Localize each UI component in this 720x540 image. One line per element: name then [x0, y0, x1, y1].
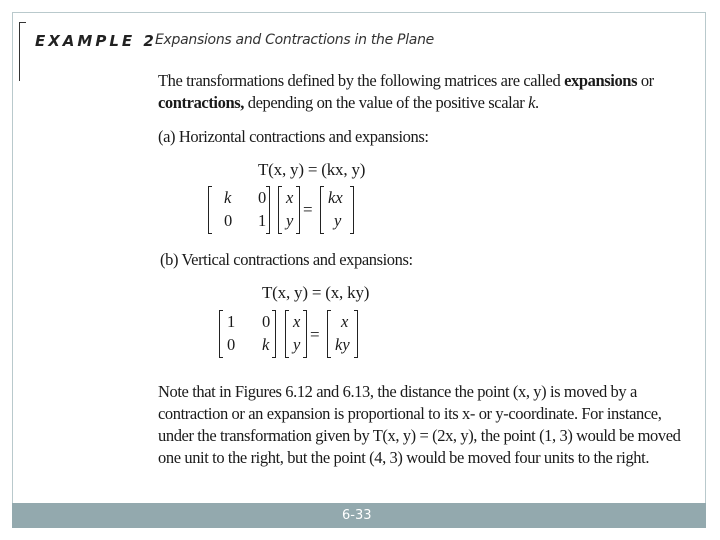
example-title: Expansions and Contractions in the Plane — [155, 32, 434, 48]
matrix-b-cell: 0 — [262, 312, 271, 331]
example-bracket — [19, 22, 26, 81]
matrix-b-cell: k — [262, 335, 270, 354]
intro-text-3: depending on the value of the positive scalar — [244, 93, 529, 112]
result-a-cell: y — [334, 211, 342, 230]
equals-sign-b: = — [310, 325, 320, 344]
intro-text-4: . — [535, 93, 539, 112]
vector-a-right-bracket — [296, 186, 300, 234]
equation-part-b: T(x, y) = (x, ky) — [262, 283, 370, 302]
matrix-b-left-bracket — [219, 310, 223, 358]
result-b-left-bracket — [327, 310, 331, 358]
intro-text-1: The transformations defined by the following matrices are called — [158, 71, 565, 90]
result-a-right-bracket — [350, 186, 354, 234]
matrix-b-cell: 1 — [227, 312, 236, 331]
result-a-cell: kx — [328, 188, 343, 207]
equals-sign-a: = — [303, 200, 313, 219]
vector-b-right-bracket — [303, 310, 307, 358]
result-b-cell: x — [341, 312, 349, 331]
vector-a-cell: y — [286, 211, 294, 230]
matrix-a-left-bracket — [208, 186, 212, 234]
result-a-left-bracket — [320, 186, 324, 234]
matrix-a-cell: 0 — [224, 211, 233, 230]
result-b-right-bracket — [354, 310, 358, 358]
result-b-cell: ky — [335, 335, 350, 354]
intro-paragraph — [158, 70, 698, 114]
term-contractions: contractions, — [158, 93, 244, 112]
heading-part-b: (b) Vertical contractions and expansions: — [160, 250, 413, 269]
equation-part-a: T(x, y) = (kx, y) — [258, 160, 366, 179]
heading-part-a: (a) Horizontal contractions and expansions: — [158, 127, 429, 146]
term-expansions: expansions — [564, 71, 638, 90]
matrix-a-cell: k — [224, 188, 232, 207]
matrix-b-right-bracket — [272, 310, 276, 358]
matrix-b-cell: 0 — [227, 335, 236, 354]
matrix-a-cell: 0 — [258, 188, 267, 207]
vector-b-cell: x — [293, 312, 301, 331]
scalar-k: k — [528, 93, 536, 112]
vector-b-cell: y — [293, 335, 301, 354]
example-label: EXAMPLE 2 — [35, 32, 157, 50]
page-number: 6-33 — [342, 508, 372, 523]
note-paragraph: Note that in Figures 6.12 and 6.13, the distance the point (x, y) is moved by a contraction or an expansion is proportional to its x- or y-coordinate. For instance, under the transformation given by T(x, y) = (2x, y), the point (1, 3) would be moved one unit to the right, but the point (4, 3) would be moved four units to the right. — [158, 382, 681, 467]
intro-text-2: or — [637, 71, 654, 90]
matrix-a-right-bracket — [266, 186, 270, 234]
vector-a-cell: x — [286, 188, 294, 207]
vector-a-left-bracket — [278, 186, 282, 234]
matrix-a-cell: 1 — [258, 211, 267, 230]
vector-b-left-bracket — [285, 310, 289, 358]
